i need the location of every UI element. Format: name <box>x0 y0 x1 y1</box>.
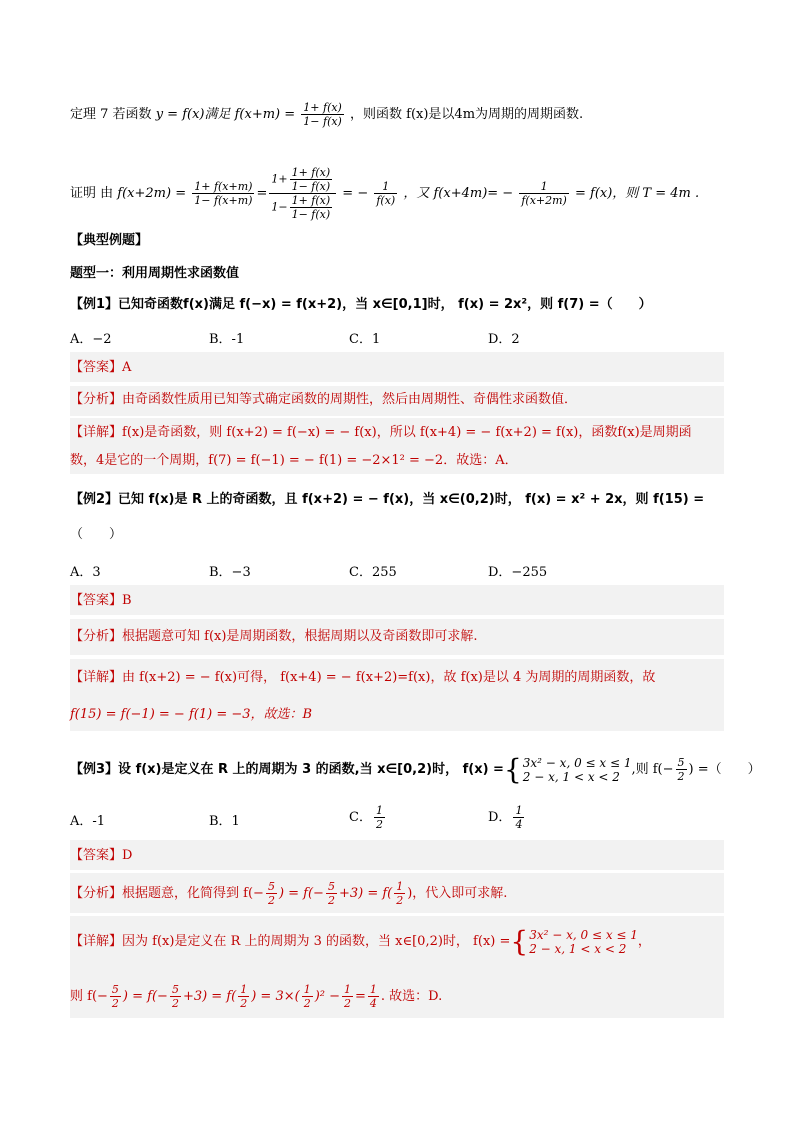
ex3-detail-1: 【详解】因为 f(x)是定义在 R 上的周期为 3 的函数，当 x∈[0,2)时， f(x) ={ 3x² − x, 0 ≤ x ≤ 1 2 − x, 1 < x < 2 ， <box>70 924 651 958</box>
ex1-option-c[interactable]: C．1 <box>349 332 381 347</box>
proof-fraction-4: $\frac{1}{f(x+2m)}$ <box>521 180 567 207</box>
ex2-option-b[interactable]: B．−3 <box>209 565 251 580</box>
proof-tail: = f(x)，则 T = 4m . <box>574 186 700 201</box>
ex3-detail-2: 则 f(− $\frac{5}{2}$ ) = f(− $\frac{5}{2}$ +3) = f( $\frac{1}{2}$ ) = 3×( $\frac{1}{2}$ )² − $\frac{1}{2}$ = $\frac{1}{4}$ . 故选：D. <box>70 983 443 1010</box>
ex2-detail-2: f(15) = f(−1) = − f(1) = −3，故选：B <box>70 707 313 722</box>
ex2-question: 【例2】已知 f(x)是 R 上的奇函数，且 f(x+2) = − f(x)，当 x∈(0,2)时， f(x) = x² + 2x，则 f(15) = <box>70 492 705 507</box>
ex2-option-d[interactable]: D．−255 <box>488 565 548 580</box>
proof-lead: 证明 由 <box>70 186 114 201</box>
ex1-option-a[interactable]: A．−2 <box>70 332 112 347</box>
proof-fraction-3: $\frac{1}{f(x)}$ <box>376 180 396 207</box>
ex2-detail-1: 【详解】由 f(x+2) = − f(x)可得， f(x+4) = − f(x+2)=f(x)，故 f(x)是以 4 为周期的周期函数，故 <box>70 670 656 685</box>
ex2-analysis: 【分析】根据题意可知 f(x)是周期函数，根据周期以及奇函数即可求解. <box>70 629 478 644</box>
ex1-option-d[interactable]: D．2 <box>488 332 520 347</box>
ex2-option-a[interactable]: A．3 <box>70 565 101 580</box>
ex1-analysis: 【分析】由奇函数性质用已知等式确定函数的周期性，然后由周期性、奇偶性求函数值． <box>70 392 578 407</box>
ex3-option-c[interactable]: C． $\frac{1}{2}$ <box>349 804 383 831</box>
proof-expr1: f(x+2m) = <box>117 186 187 201</box>
ex1-detail-2: 数，4是它的一个周期，f(7) = f(−1) = − f(1) = −2×1² = −2．故选：A． <box>70 453 518 468</box>
ex1-answer: 【答案】A <box>70 360 132 375</box>
proof-fraction-1: $\frac{1+ f(x+m)}{1- f(x+m)}$ <box>194 180 253 207</box>
ex2-question-paren: （ ） <box>70 527 123 542</box>
proof-eq-neg: = − <box>342 186 369 201</box>
ex2-option-c[interactable]: C．255 <box>349 565 397 580</box>
proof: 证明 由 f(x+2m) = $\frac{1+ f(x+m)}{1- f(x+m)}$ = 1+ $\frac{1+ f(x)}{1- f(x)}$ 1− $\frac{1+ f(x)}{1- f(x)}$ = − $\frac{1}{f(x)}$ ，又 f(x+4m)= − $\frac{1}{f(x+2m)}$ = f(x)，则 T = 4m . <box>70 166 700 221</box>
proof-nested-fraction: 1+ $\frac{1+ f(x)}{1- f(x)}$ 1− $\frac{1+ f(x)}{1- f(x)}$ <box>269 166 336 221</box>
theorem-condition: y = f(x)满足 f(x+m) = <box>155 107 296 122</box>
ex1-question: 【例1】已知奇函数f(x)满足 f(−x) = f(x+2)，当 x∈[0,1]时， f(x) = 2x²，则 f(7) =（ ） <box>70 297 652 312</box>
ex3-question: 【例3】设 f(x)是定义在 R 上的周期为 3 的函数,当 x∈[0,2)时， f(x) ={ 3x² − x, 0 ≤ x ≤ 1 2 − x, 1 < x < 2 ,则 f(− $\frac{5}{2}$ ) =（ ） <box>70 752 761 786</box>
section-title: 【典型例题】 <box>70 233 149 248</box>
type-title: 题型一：利用周期性求函数值 <box>70 266 240 281</box>
theorem-tail: ，则函数 f(x)是以4m为周期的周期函数. <box>350 107 584 122</box>
ex1-detail-1: 【详解】f(x)是奇函数，则 f(x+2) = f(−x) = − f(x)，所以 f(x+4) = − f(x+2) = f(x)，函数f(x)是周期函 <box>70 425 692 440</box>
ex2-answer: 【答案】B <box>70 593 132 608</box>
ex1-option-b[interactable]: B．-1 <box>209 332 245 347</box>
theorem-fraction: $\frac{1+ f(x)}{1- f(x)}$ <box>303 101 342 128</box>
ex3-option-d[interactable]: D． $\frac{1}{4}$ <box>488 804 523 831</box>
ex3-option-a[interactable]: A．-1 <box>70 814 106 829</box>
theorem-7 <box>70 101 724 128</box>
ex3-answer: 【答案】D <box>70 848 133 863</box>
ex3-analysis: 【分析】根据题意，化简得到 f(− $\frac{5}{2}$ ) = f(− $\frac{5}{2}$ +3) = f( $\frac{1}{2}$ )，代入即可求解. <box>70 880 508 907</box>
ex3-option-b[interactable]: B．1 <box>209 814 240 829</box>
theorem-lead: 定理 7 若函数 <box>70 107 152 122</box>
proof-mid: ，又 f(x+4m)= − <box>403 186 514 201</box>
